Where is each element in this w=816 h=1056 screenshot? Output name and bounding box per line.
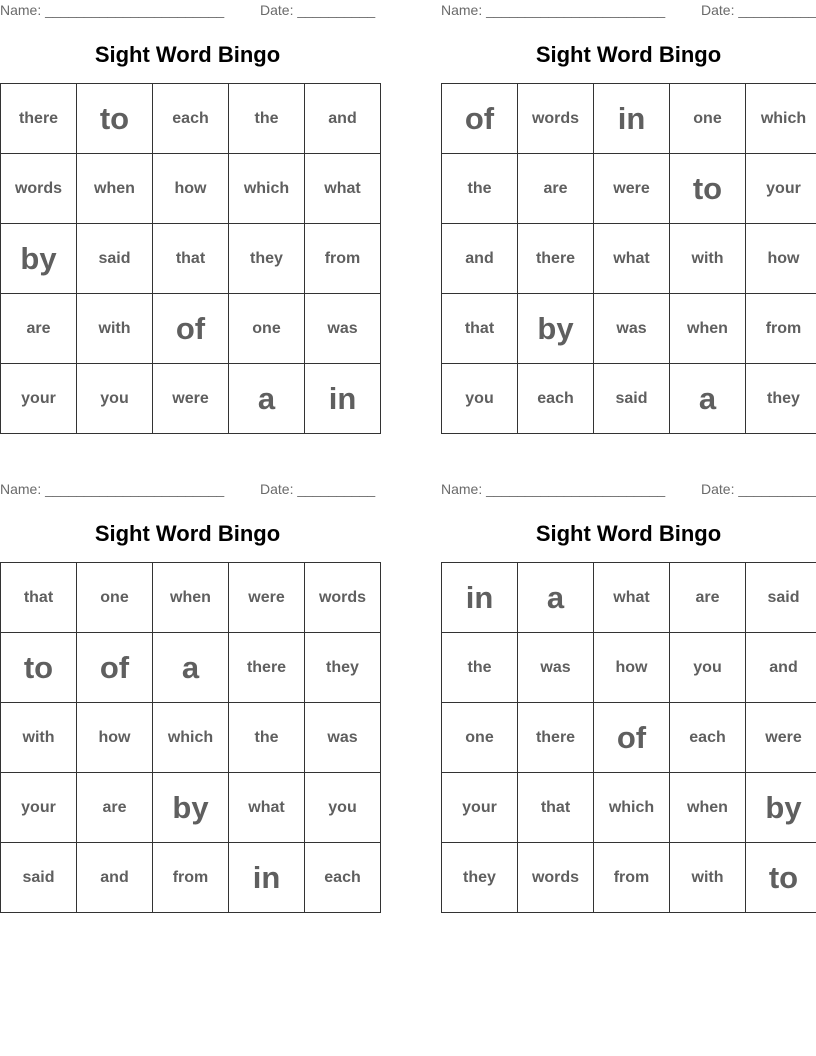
bingo-cell: said bbox=[746, 563, 816, 633]
bingo-row bbox=[1, 773, 381, 843]
date-field-label: Date: __________ bbox=[701, 481, 816, 497]
bingo-cell: that bbox=[518, 773, 594, 843]
bingo-cell: they bbox=[229, 224, 305, 294]
bingo-cell: by bbox=[746, 773, 816, 843]
bingo-cell: of bbox=[442, 84, 518, 154]
bingo-cell: the bbox=[442, 633, 518, 703]
bingo-cell: to bbox=[746, 843, 816, 913]
bingo-cell: you bbox=[670, 633, 746, 703]
bingo-row bbox=[1, 364, 381, 434]
bingo-grid bbox=[0, 562, 381, 913]
bingo-grid bbox=[441, 83, 816, 434]
bingo-cell: with bbox=[670, 843, 746, 913]
bingo-cell: were bbox=[229, 563, 305, 633]
bingo-cell: with bbox=[77, 294, 153, 364]
bingo-cell: which bbox=[746, 84, 816, 154]
bingo-cell: in bbox=[229, 843, 305, 913]
bingo-row bbox=[442, 84, 816, 154]
bingo-cell: and bbox=[442, 224, 518, 294]
name-field-label: Name: _______________________ bbox=[441, 2, 666, 18]
bingo-cell: you bbox=[442, 364, 518, 434]
bingo-cell: when bbox=[670, 294, 746, 364]
bingo-cell: your bbox=[746, 154, 816, 224]
card-title: Sight Word Bingo bbox=[535, 521, 722, 546]
bingo-row bbox=[1, 224, 381, 294]
bingo-cell: they bbox=[746, 364, 816, 434]
bingo-row bbox=[442, 224, 816, 294]
bingo-cell: which bbox=[229, 154, 305, 224]
bingo-cell: were bbox=[746, 703, 816, 773]
bingo-cell: the bbox=[229, 84, 305, 154]
bingo-cell: and bbox=[77, 843, 153, 913]
bingo-cell: one bbox=[670, 84, 746, 154]
name-date-line bbox=[0, 0, 375, 20]
bingo-cell: are bbox=[518, 154, 594, 224]
bingo-cell: with bbox=[670, 224, 746, 294]
name-field-label: Name: _______________________ bbox=[441, 481, 666, 497]
bingo-row bbox=[442, 843, 816, 913]
bingo-cell: in bbox=[305, 364, 381, 434]
bingo-cell: and bbox=[305, 84, 381, 154]
bingo-cell: said bbox=[1, 843, 77, 913]
bingo-cell: in bbox=[594, 84, 670, 154]
name-date-line bbox=[441, 0, 816, 20]
bingo-cell: that bbox=[153, 224, 229, 294]
bingo-cell: from bbox=[153, 843, 229, 913]
date-field-label: Date: __________ bbox=[260, 2, 376, 18]
bingo-cell: your bbox=[442, 773, 518, 843]
bingo-cell: to bbox=[670, 154, 746, 224]
bingo-row bbox=[1, 84, 381, 154]
bingo-cell: which bbox=[594, 773, 670, 843]
bingo-row bbox=[442, 294, 816, 364]
bingo-cell: are bbox=[670, 563, 746, 633]
bingo-cell: with bbox=[1, 703, 77, 773]
bingo-cell: what bbox=[229, 773, 305, 843]
card-title: Sight Word Bingo bbox=[535, 42, 722, 67]
card-title: Sight Word Bingo bbox=[94, 521, 281, 546]
name-field-label: Name: _______________________ bbox=[0, 2, 225, 18]
bingo-cell: are bbox=[1, 294, 77, 364]
bingo-cell: the bbox=[229, 703, 305, 773]
date-field-label: Date: __________ bbox=[260, 481, 376, 497]
bingo-cell: when bbox=[77, 154, 153, 224]
bingo-cell: was bbox=[305, 703, 381, 773]
bingo-cell: each bbox=[305, 843, 381, 913]
bingo-cell: there bbox=[518, 703, 594, 773]
bingo-row bbox=[442, 633, 816, 703]
bingo-cell: each bbox=[153, 84, 229, 154]
bingo-cell: in bbox=[442, 563, 518, 633]
bingo-cell: a bbox=[518, 563, 594, 633]
bingo-cell: words bbox=[1, 154, 77, 224]
bingo-cell: what bbox=[594, 563, 670, 633]
bingo-cell: were bbox=[594, 154, 670, 224]
bingo-cell: was bbox=[594, 294, 670, 364]
card-title: Sight Word Bingo bbox=[94, 42, 281, 67]
name-date-line bbox=[441, 479, 816, 499]
bingo-cell: each bbox=[518, 364, 594, 434]
name-field-label: Name: _______________________ bbox=[0, 481, 225, 497]
bingo-cell: from bbox=[746, 294, 816, 364]
bingo-cell: are bbox=[77, 773, 153, 843]
bingo-cell: by bbox=[518, 294, 594, 364]
bingo-row bbox=[442, 364, 816, 434]
bingo-cell: said bbox=[594, 364, 670, 434]
bingo-cell: a bbox=[153, 633, 229, 703]
bingo-cell: that bbox=[1, 563, 77, 633]
bingo-row bbox=[1, 154, 381, 224]
bingo-cell: there bbox=[1, 84, 77, 154]
date-field-label: Date: __________ bbox=[701, 2, 816, 18]
bingo-cell: from bbox=[305, 224, 381, 294]
bingo-row bbox=[442, 154, 816, 224]
bingo-cell: one bbox=[229, 294, 305, 364]
bingo-row bbox=[442, 703, 816, 773]
bingo-cell: of bbox=[77, 633, 153, 703]
bingo-cell: there bbox=[229, 633, 305, 703]
bingo-cell: how bbox=[594, 633, 670, 703]
bingo-row bbox=[442, 773, 816, 843]
bingo-cell: what bbox=[305, 154, 381, 224]
bingo-cell: the bbox=[442, 154, 518, 224]
bingo-cell: how bbox=[77, 703, 153, 773]
bingo-cell: you bbox=[305, 773, 381, 843]
bingo-row bbox=[1, 563, 381, 633]
bingo-cell: by bbox=[1, 224, 77, 294]
bingo-cell: each bbox=[670, 703, 746, 773]
bingo-cell: when bbox=[670, 773, 746, 843]
bingo-cell: when bbox=[153, 563, 229, 633]
bingo-cell: words bbox=[518, 84, 594, 154]
bingo-cell: and bbox=[746, 633, 816, 703]
bingo-cell: what bbox=[594, 224, 670, 294]
bingo-cell: by bbox=[153, 773, 229, 843]
bingo-cell: your bbox=[1, 773, 77, 843]
bingo-row bbox=[1, 843, 381, 913]
bingo-grid bbox=[441, 562, 816, 913]
bingo-cell: one bbox=[442, 703, 518, 773]
bingo-cell: words bbox=[518, 843, 594, 913]
bingo-grid bbox=[0, 83, 381, 434]
bingo-cell: of bbox=[153, 294, 229, 364]
bingo-cell: a bbox=[670, 364, 746, 434]
bingo-cell: from bbox=[594, 843, 670, 913]
bingo-cell: were bbox=[153, 364, 229, 434]
bingo-cell: which bbox=[153, 703, 229, 773]
bingo-cell: of bbox=[594, 703, 670, 773]
name-date-line bbox=[0, 479, 375, 499]
bingo-row bbox=[1, 703, 381, 773]
bingo-cell: words bbox=[305, 563, 381, 633]
bingo-row bbox=[442, 563, 816, 633]
bingo-row bbox=[1, 294, 381, 364]
bingo-cell: your bbox=[1, 364, 77, 434]
bingo-cell: to bbox=[77, 84, 153, 154]
bingo-cell: was bbox=[305, 294, 381, 364]
bingo-cell: you bbox=[77, 364, 153, 434]
bingo-cell: how bbox=[153, 154, 229, 224]
bingo-cell: a bbox=[229, 364, 305, 434]
bingo-cell: they bbox=[442, 843, 518, 913]
bingo-cell: one bbox=[77, 563, 153, 633]
bingo-cell: was bbox=[518, 633, 594, 703]
bingo-cell: they bbox=[305, 633, 381, 703]
bingo-cell: there bbox=[518, 224, 594, 294]
bingo-cell: how bbox=[746, 224, 816, 294]
bingo-cell: that bbox=[442, 294, 518, 364]
bingo-cell: said bbox=[77, 224, 153, 294]
bingo-row bbox=[1, 633, 381, 703]
bingo-cell: to bbox=[1, 633, 77, 703]
